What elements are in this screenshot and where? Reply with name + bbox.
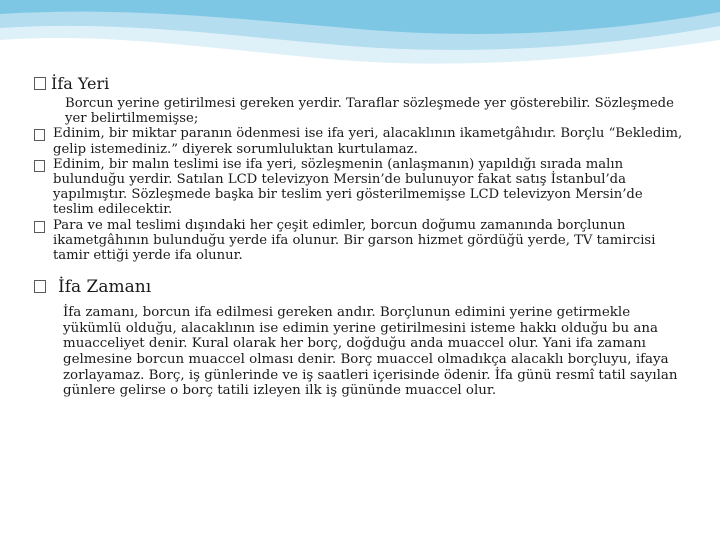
heading-ifa-yeri [34,74,684,94]
list-item-text: Edinim, bir miktar paranın ödenmesi ise ifa yeri, alacaklının ikametgâhıdır. Borçlu “Bekledim, gelip istemediniz.” diyerek sorumluluktan kurtulamaz. [53,126,683,157]
square-bullet-icon [34,160,45,172]
list-item-text: Edinim, bir malın teslimi ise ifa yeri, sözleşmenin (anlaşmanın) yapıldığı sırada malın bulunduğu yerdir. Satılan LCD televizyon Mersin’de bulunuyor fakat satış İstanbul’da yapılmıştır. Sözleşmede başka bir teslim yeri gösterilmemişse LCD televizyon Mersin’de teslim edilecektir. [53,156,643,218]
square-bullet-icon [34,129,45,141]
slide-content [34,74,684,399]
body-paragraph: İfa zamanı, borcun ifa edilmesi gereken andır. Borçlunun edimini yerine getirmekle yükümlü olduğu, alacaklının ise edimin yerine getirilmesini isteme hakkı olduğu bu ana muacceliyet denir. Kural olarak her borç, doğduğu anda muaccel olur. Yani ifa zamanı gelmesine borcun muaccel olması denir. Borç muaccel olmadıkça alacaklı borçluyu, ifaya zorlayamaz. Borç, iş günlerinde ve iş saatleri içerisinde ödenir. İfa günü resmî tatil sayılan günlere gelirse o borç tatili izleyen ilk iş gününde muaccel olur. [63,305,678,399]
square-bullet-icon [34,77,46,90]
heading-text: İfa Yeri [51,74,110,93]
top-wave-decoration [0,0,720,70]
heading-text: İfa Zamanı [58,277,152,298]
square-bullet-icon [34,280,46,293]
list-item [34,126,684,156]
square-bullet-icon [34,221,45,233]
list-item [34,218,684,264]
list-item [34,157,684,218]
list-item-text: Para ve mal teslimi dışındaki her çeşit edimler, borcun doğumu zamanında borçlunun ikametgâhının bulunduğu yerde ifa olunur. Bir garson hizmet gördüğü yerde, TV tamircisi tamir ettiği yerde ifa olunur. [53,217,656,264]
intro-paragraph: Borcun yerine getirilmesi gereken yerdir. Taraflar sözleşmede yer gösterebilir. Sözleşmede yer belirtilmemişse; [65,96,674,127]
heading-ifa-zamani [34,277,684,297]
